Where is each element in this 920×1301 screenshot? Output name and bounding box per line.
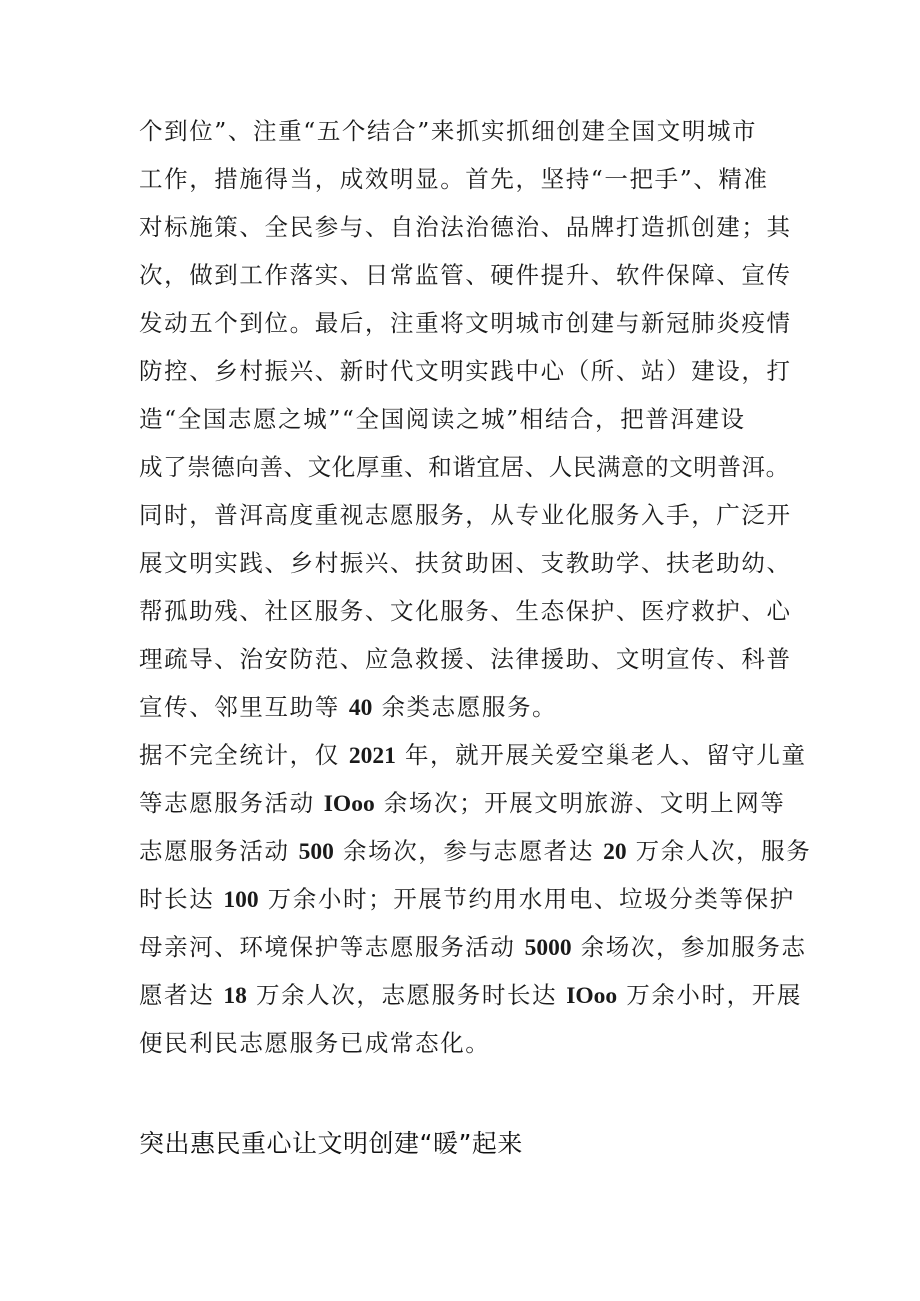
text-line: 同时，普洱高度重视志愿服务，从专业化服务入手，广泛开 [139, 501, 792, 529]
number-run: 40 [348, 695, 373, 721]
text-line: 成了崇德向善、文化厚重、和谐宜居、人民满意的文明普洱。 [139, 453, 790, 481]
text-line [139, 923, 807, 971]
text-run: 万余人次，服务 [626, 837, 812, 865]
text-line [139, 875, 795, 923]
text-line: 展文明实践、乡村振兴、扶贫助困、支教助学、扶老助幼、 [139, 549, 792, 577]
text-run: 年，就开展关爱空巢老人、留守儿童 [395, 741, 807, 769]
text-run: 等志愿服务活动 [139, 789, 324, 817]
text-line: 次，做到工作落实、日常监管、硬件提升、软件保障、宣传 [139, 261, 792, 289]
number-run: IOoo [566, 983, 618, 1009]
number-run: 2021 [348, 743, 396, 769]
text-line: 发动五个到位。最后，注重将文明城市创建与新冠肺炎疫情 [139, 309, 792, 337]
text-line: 防控、乡村振兴、新时代文明实践中心（所、站）建设，打 [139, 357, 792, 385]
text-line: 便民利民志愿服务已成常态化。 [139, 1029, 491, 1057]
text-line: 工作，措施得当，成效明显。首先，坚持“一把手”、精准 [139, 165, 769, 193]
text-line [139, 731, 807, 779]
text-run: 万余小时，开展 [617, 981, 802, 1009]
text-line: 个到位”、注重“五个结合”来抓实抓细创建全国文明城市 [139, 117, 758, 145]
number-run: 5000 [524, 935, 572, 961]
text-run: 愿者达 [139, 981, 224, 1009]
text-line: 造“全国志愿之城”“全国阅读之城”相结合，把普洱建设 [139, 405, 746, 433]
text-run: 余场次；开展文明旅游、文明上网等 [374, 789, 786, 817]
text-line [139, 827, 811, 875]
text-run: 余场次，参加服务志 [571, 933, 807, 961]
number-run: 100 [223, 887, 259, 913]
text-run: 余类志愿服务。 [372, 693, 558, 721]
number-run: 18 [223, 983, 247, 1009]
number-run: 500 [298, 839, 334, 865]
text-run: 万余人次，志愿服务时长达 [246, 981, 567, 1009]
text-line: 对标施策、全民参与、自治法治德治、品牌打造抓创建；其 [139, 213, 792, 241]
text-line [139, 683, 557, 731]
text-run: 志愿服务活动 [139, 837, 299, 865]
number-run: IOoo [323, 791, 375, 817]
text-line [139, 779, 785, 827]
text-line: 理疏导、治安防范、应急救援、法律援助、文明宣传、科普 [139, 645, 792, 673]
text-run: 余场次，参与志愿者达 [333, 837, 604, 865]
text-run: 万余小时；开展节约用水用电、垃圾分类等保护 [258, 885, 795, 913]
text-run: 据不完全统计，仅 [139, 741, 349, 769]
section-heading: 突出惠民重心让文明创建“暖”起来 [139, 1129, 523, 1158]
text-line [139, 971, 802, 1019]
text-run: 时长达 [139, 885, 224, 913]
number-run: 20 [603, 839, 627, 865]
text-run: 母亲河、环境保护等志愿服务活动 [139, 933, 525, 961]
text-line: 帮孤助残、社区服务、文化服务、生态保护、医疗救护、心 [139, 597, 792, 625]
text-run: 宣传、邻里互助等 [139, 693, 349, 721]
